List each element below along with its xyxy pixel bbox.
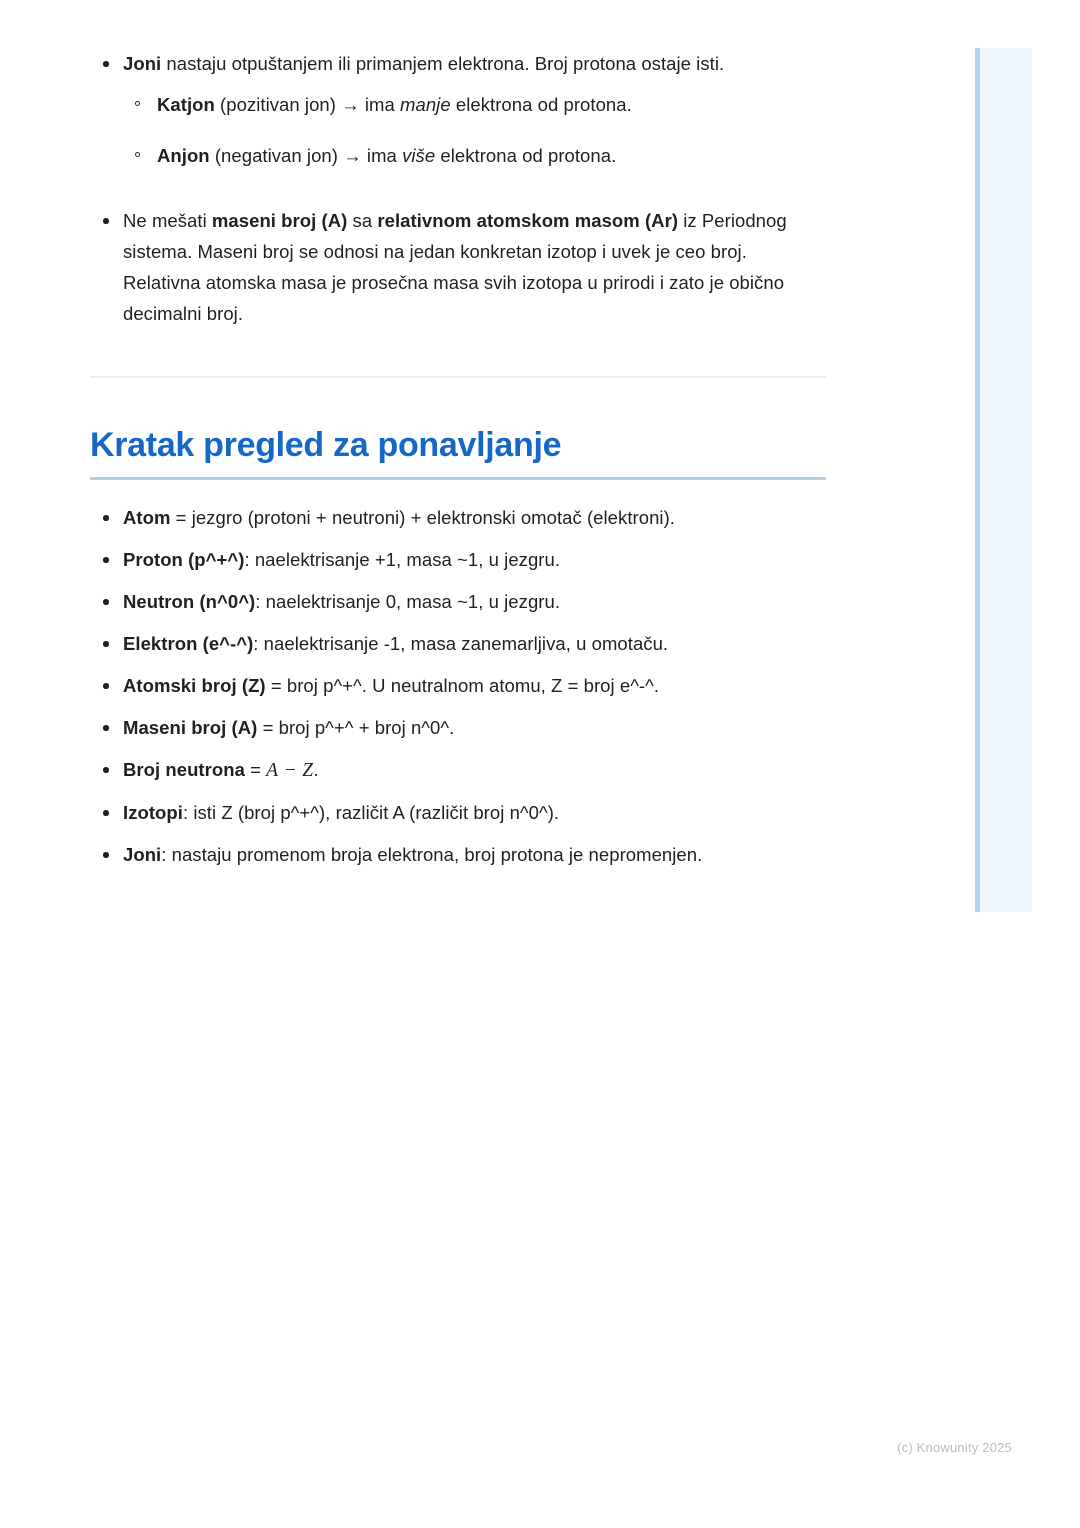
summary-item-joni <box>90 841 826 869</box>
math-expression-neutron-count: A − Z <box>266 760 314 781</box>
summary-term-neutron-count: Broj neutrona <box>123 759 245 780</box>
katjon-pre: (pozitivan jon) → ima <box>214 94 401 115</box>
summary-text-elektron: : naelektrisanje -1, masa zanemarljiva, u omotaču. <box>253 633 669 654</box>
list-item-joni-text: nastaju otpuštanjem ili primanjem elektrona. Broj protona ostaje isti. <box>161 53 725 74</box>
summary-bullet-list <box>90 504 826 869</box>
summary-text-atomic-number: = broj p^+^. U neutralnom atomu, Z = broj e^-^. <box>265 675 660 696</box>
summary-term-mass-number: Maseni broj (A) <box>123 717 258 738</box>
summary-text-proton: : naelektrisanje +1, masa ~1, u jezgru. <box>244 549 561 570</box>
page-title: Kratak pregled za ponavljanje <box>90 426 562 464</box>
warning-bold-relative-mass: relativnom atomskom masom (Ar) <box>377 210 679 231</box>
summary-text-joni: : nastaju promenom broja elektrona, broj protona je nepromenjen. <box>161 844 703 865</box>
list-item-anjon <box>123 140 826 171</box>
anjon-emphasis: više <box>402 145 436 166</box>
summary-text-neutron-count-suffix: . <box>313 759 319 780</box>
term-anjon: Anjon <box>157 145 210 166</box>
summary-term-neutron: Neutron (n^0^) <box>123 591 256 612</box>
katjon-post: elektrona od protona. <box>450 94 632 115</box>
anjon-post: elektrona od protona. <box>435 145 617 166</box>
summary-item-izotopi <box>90 799 826 827</box>
nested-bullet-list <box>123 89 826 171</box>
summary-item-elektron <box>90 630 826 658</box>
summary-item-neutron <box>90 588 826 616</box>
decorative-side-panel <box>975 48 1032 912</box>
summary-term-atomic-number: Atomski broj (Z) <box>123 675 266 696</box>
summary-item-mass-number <box>90 714 826 742</box>
summary-term-elektron: Elektron (e^-^) <box>123 633 254 654</box>
katjon-emphasis: manje <box>400 94 451 115</box>
anjon-pre: (negativan jon) → ima <box>209 145 403 166</box>
list-item-mass-number-warning <box>90 205 826 329</box>
intro-bullet-list <box>90 48 826 171</box>
summary-item-atomic-number <box>90 672 826 700</box>
summary-text-izotopi: : isti Z (broj p^+^), različit A (različit broj n^0^). <box>182 802 560 823</box>
summary-term-proton: Proton (p^+^) <box>123 549 245 570</box>
summary-term-izotopi: Izotopi <box>123 802 183 823</box>
list-item-joni <box>90 48 826 171</box>
warning-part-3: iz Periodnog sistema. Maseni broj se odnosi na jedan konkretan izotop i uvek je ceo broj. Relativna atomska masa je prosečna masa svih izotopa u prirodi i zato je obično decimalni broj. <box>123 210 787 324</box>
summary-text-neutron-count-prefix: = <box>244 759 267 780</box>
summary-item-neutron-count <box>90 756 826 785</box>
summary-term-joni: Joni <box>123 844 162 865</box>
warning-bold-mass-number: maseni broj (A) <box>211 210 348 231</box>
document-content <box>90 0 826 883</box>
summary-term-atom: Atom <box>123 507 171 528</box>
footer-copyright: (c) Knowunity 2025 <box>897 1440 1012 1455</box>
term-katjon: Katjon <box>157 94 215 115</box>
list-item-katjon <box>123 89 826 120</box>
warning-part-1: Ne mešati <box>123 210 212 231</box>
warning-bullet-list <box>90 205 826 329</box>
term-joni: Joni <box>123 53 162 74</box>
summary-item-proton <box>90 546 826 574</box>
warning-part-2: sa <box>347 210 378 231</box>
summary-text-neutron: : naelektrisanje 0, masa ~1, u jezgru. <box>255 591 561 612</box>
summary-text-atom: = jezgro (protoni + neutroni) + elektronski omotač (elektroni). <box>170 507 675 528</box>
summary-item-atom <box>90 504 826 532</box>
summary-text-mass-number: = broj p^+^ + broj n^0^. <box>257 717 455 738</box>
